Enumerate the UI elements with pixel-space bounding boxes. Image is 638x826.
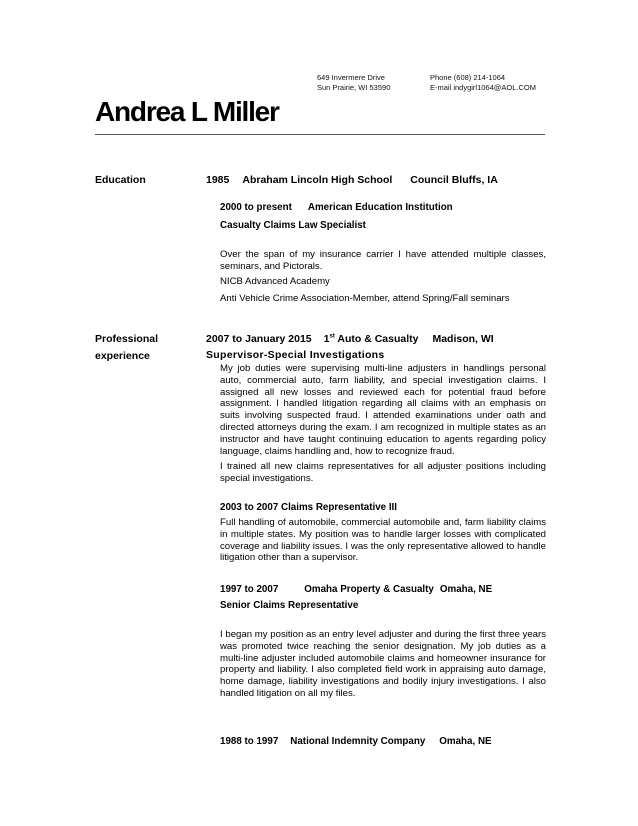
job1-period: 2007 to January 2015 xyxy=(206,333,312,345)
experience-label-line1: Professional xyxy=(95,333,159,345)
job1-paragraph-1: My job duties were supervising multi-line adjusters in handlings personal auto, commercial auto, farm liability, and special investigation claims. I assigned all new losses and reviewed each for potential fraud before assignment. I handled litigation regarding all claims with an emphasis on suits involving suspected fraud. I attended examinations under oath and directed attorneys during the exam. I am recognized in multiple states as an instructor and have taught continuing education to agents regarding policy language, claims handling and, how to recognize fraud. xyxy=(220,363,546,457)
job4-header xyxy=(220,736,492,747)
job3-header xyxy=(220,584,492,595)
job1-company-num: 1 xyxy=(323,333,330,345)
header-divider xyxy=(95,134,545,135)
highschool-year: 1985 xyxy=(206,174,230,186)
job3-location: Omaha, NE xyxy=(439,584,493,595)
phone-number: Phone (608) 214-1064 xyxy=(430,73,506,82)
job1-paragraph-2: I trained all new claims representatives for all adjuster positions including special investigations. xyxy=(220,461,546,484)
job1-company-sup: st xyxy=(329,333,335,340)
job1-title: Supervisor-Special Investigations xyxy=(206,349,385,361)
job1-location: Madison, WI xyxy=(432,333,494,345)
email-address: E-mail indygirl1064@AOL.COM xyxy=(430,83,536,92)
job4-period: 1988 to 1997 xyxy=(220,736,279,747)
job1-company-rest: Auto & Casualty xyxy=(334,333,419,345)
job3-company: Omaha Property & Casualty xyxy=(304,584,434,595)
address-line-2: Sun Prairie, WI 53590 xyxy=(317,83,391,92)
contact-info xyxy=(430,73,536,93)
job3-title: Senior Claims Representative xyxy=(220,600,359,611)
job2-heading: 2003 to 2007 Claims Representative III xyxy=(220,502,397,513)
address-block xyxy=(317,73,390,93)
job4-location: Omaha, NE xyxy=(439,736,492,747)
job2-paragraph: Full handling of automobile, commercial automobile and, farm liability claims in multiple states. My position was to handle larger losses with complicated coverage and liability issues. I was the only representative allowed to handle litigation other than a supervisor. xyxy=(220,517,546,564)
institution-title: Casualty Claims Law Specialist xyxy=(220,220,366,231)
address-line-1: 649 Invermere Drive xyxy=(317,73,385,82)
anti-vehicle-text: Anti Vehicle Crime Association-Member, attend Spring/Fall seminars xyxy=(220,293,510,304)
highschool-location: Council Bluffs, IA xyxy=(410,174,498,186)
highschool-name: Abraham Lincoln High School xyxy=(242,174,393,186)
institution-period: 2000 to present xyxy=(220,202,292,213)
job1-company xyxy=(324,333,419,345)
education-label: Education xyxy=(95,174,146,186)
nicb-text: NICB Advanced Academy xyxy=(220,276,330,287)
education-institution xyxy=(220,202,453,213)
resume-name: Andrea L Miller xyxy=(95,96,279,127)
institution-name: American Education Institution xyxy=(307,202,453,213)
job4-company: National Indemnity Company xyxy=(290,736,426,747)
classes-text: Over the span of my insurance carrier I have attended multiple classes, seminars, and Pictorals. xyxy=(220,249,546,272)
education-highschool xyxy=(206,174,498,186)
job1-header xyxy=(206,333,494,345)
job3-period: 1997 to 2007 xyxy=(220,584,279,595)
job3-paragraph: I began my position as an entry level adjuster and during the first three years was promoted twice reaching the senior designation. My job duties as a multi-line adjuster included automobile claims and homeowner insurance for property and liability. I also completed field work in appraising auto damage, home damage, liability investigations and bodily injury investigations. I also handled litigation on all my files. xyxy=(220,629,546,699)
experience-label-line2: experience xyxy=(95,350,150,362)
